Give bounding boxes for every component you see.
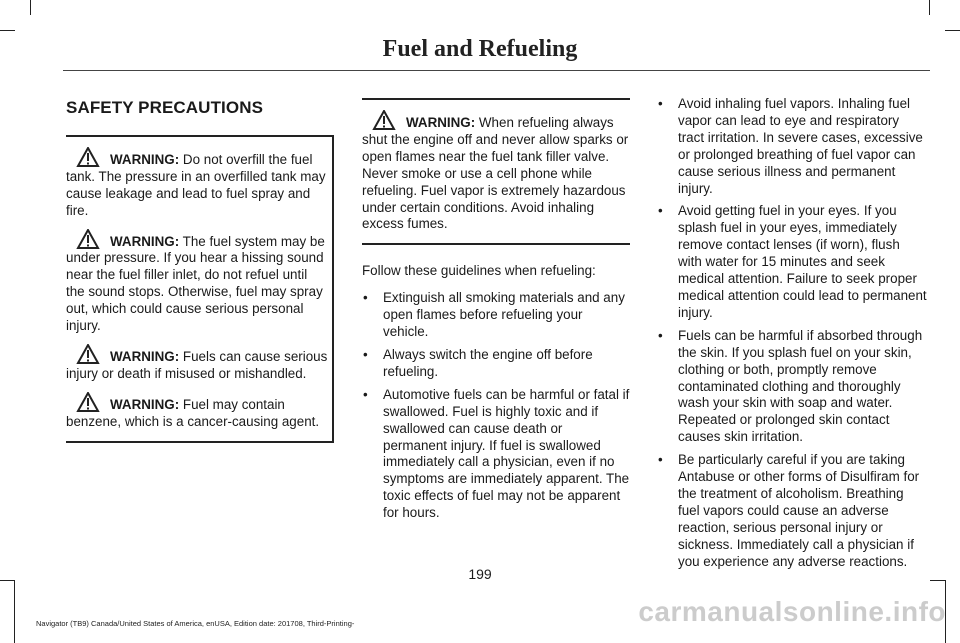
list-item: • Fuels can be harmful if absorbed through the skin. If you splash fuel on your skin, clothing or both, promptly remove contaminated clothing and thoroughly wash your skin with soap and water. Repeated or prolonged skin contact causes skin irritation. xyxy=(657,328,927,446)
watermark: carmanualsonline.info xyxy=(638,596,946,627)
warning-triangle-icon xyxy=(74,392,110,412)
warning-triangle-icon xyxy=(74,147,110,167)
warning-text: When refueling always shut the engine off and never allow sparks or open flames near the fuel tank filler valve. Never smoke or use a cell phone while refueling. Fuel vapor is extremely hazardous under certain conditions. Avoid inhaling excess fumes. xyxy=(362,115,629,232)
warning-box xyxy=(66,135,334,443)
middle-column xyxy=(362,98,630,528)
crop-mark xyxy=(945,30,960,31)
list-item: • Extinguish all smoking materials and any open flames before refueling your vehicle. xyxy=(362,290,630,341)
warning-box xyxy=(362,98,630,245)
list-item: • Avoid inhaling fuel vapors. Inhaling fuel vapor can lead to eye and respiratory tract irritation. In severe cases, excessive or prolonged breathing of fuel vapor can cause serious illness and permanent injury. xyxy=(657,96,927,197)
page-number: 199 xyxy=(468,566,492,582)
guidelines-list-continued xyxy=(657,96,927,570)
warning-item xyxy=(66,344,328,383)
crop-mark xyxy=(30,0,31,15)
warning-text: Fuel may contain benzene, which is a cancer-causing agent. xyxy=(66,396,320,429)
footer-edition-text: Navigator (TB9) Canada/United States of America, enUSA, Edition date: 201708, Third-Printing- xyxy=(36,619,355,628)
list-item: • Avoid getting fuel in your eyes. If you splash fuel in your eyes, immediately remove contact lenses (if worn), flush with water for 15 minutes and seek medical attention. Failure to seek proper medical attention could lead to permanent injury. xyxy=(657,203,927,321)
list-item: • Always switch the engine off before refueling. xyxy=(362,347,630,381)
warning-item xyxy=(362,110,630,233)
warning-triangle-icon xyxy=(74,344,110,364)
guidelines-intro: Follow these guidelines when refueling: xyxy=(362,263,596,279)
warning-item xyxy=(66,392,328,431)
guidelines-list xyxy=(362,290,630,522)
left-column xyxy=(66,96,334,443)
list-item: • Be particularly careful if you are taking Antabuse or other forms of Disulfiram for the treatment of alcoholism. Breathing fuel vapors could cause an adverse reaction, serious personal injury or sickness. Immediately call a physician if you experience any adverse reactions. xyxy=(657,452,927,570)
warning-triangle-icon xyxy=(74,229,110,249)
warning-triangle-icon xyxy=(370,110,406,130)
warning-text: The fuel system may be under pressure. If you hear a hissing sound near the fuel filler inlet, do not refuel until the sound stops. Otherwise, fuel may spray out, which could cause serious personal injury. xyxy=(66,233,325,334)
warning-text: Do not overfill the fuel tank. The pressure in an overfilled tank may cause leakage and lead to fuel spray and fire. xyxy=(66,151,326,218)
warning-label: WARNING: xyxy=(110,348,180,364)
header-divider xyxy=(63,70,930,71)
warning-label: WARNING: xyxy=(110,151,180,167)
warning-label: WARNING: xyxy=(406,115,476,130)
section-title: SAFETY PRECAUTIONS xyxy=(66,98,264,117)
warning-item xyxy=(66,147,328,220)
page-header-title: Fuel and Refueling xyxy=(382,36,578,62)
warning-item xyxy=(66,229,328,335)
crop-mark xyxy=(0,30,15,31)
list-item: • Automotive fuels can be harmful or fatal if swallowed. Fuel is highly toxic and if swallowed can cause death or permanent injury. If fuel is swallowed immediately call a physician, even if no symptoms are immediately apparent. The toxic effects of fuel may not be apparent for hours. xyxy=(362,387,630,522)
right-column xyxy=(657,96,927,576)
warning-label: WARNING: xyxy=(110,233,180,249)
crop-mark xyxy=(14,580,15,643)
warning-label: WARNING: xyxy=(110,396,180,412)
warning-text: Fuels can cause serious injury or death if misused or mishandled. xyxy=(66,348,328,381)
crop-mark xyxy=(929,0,930,15)
